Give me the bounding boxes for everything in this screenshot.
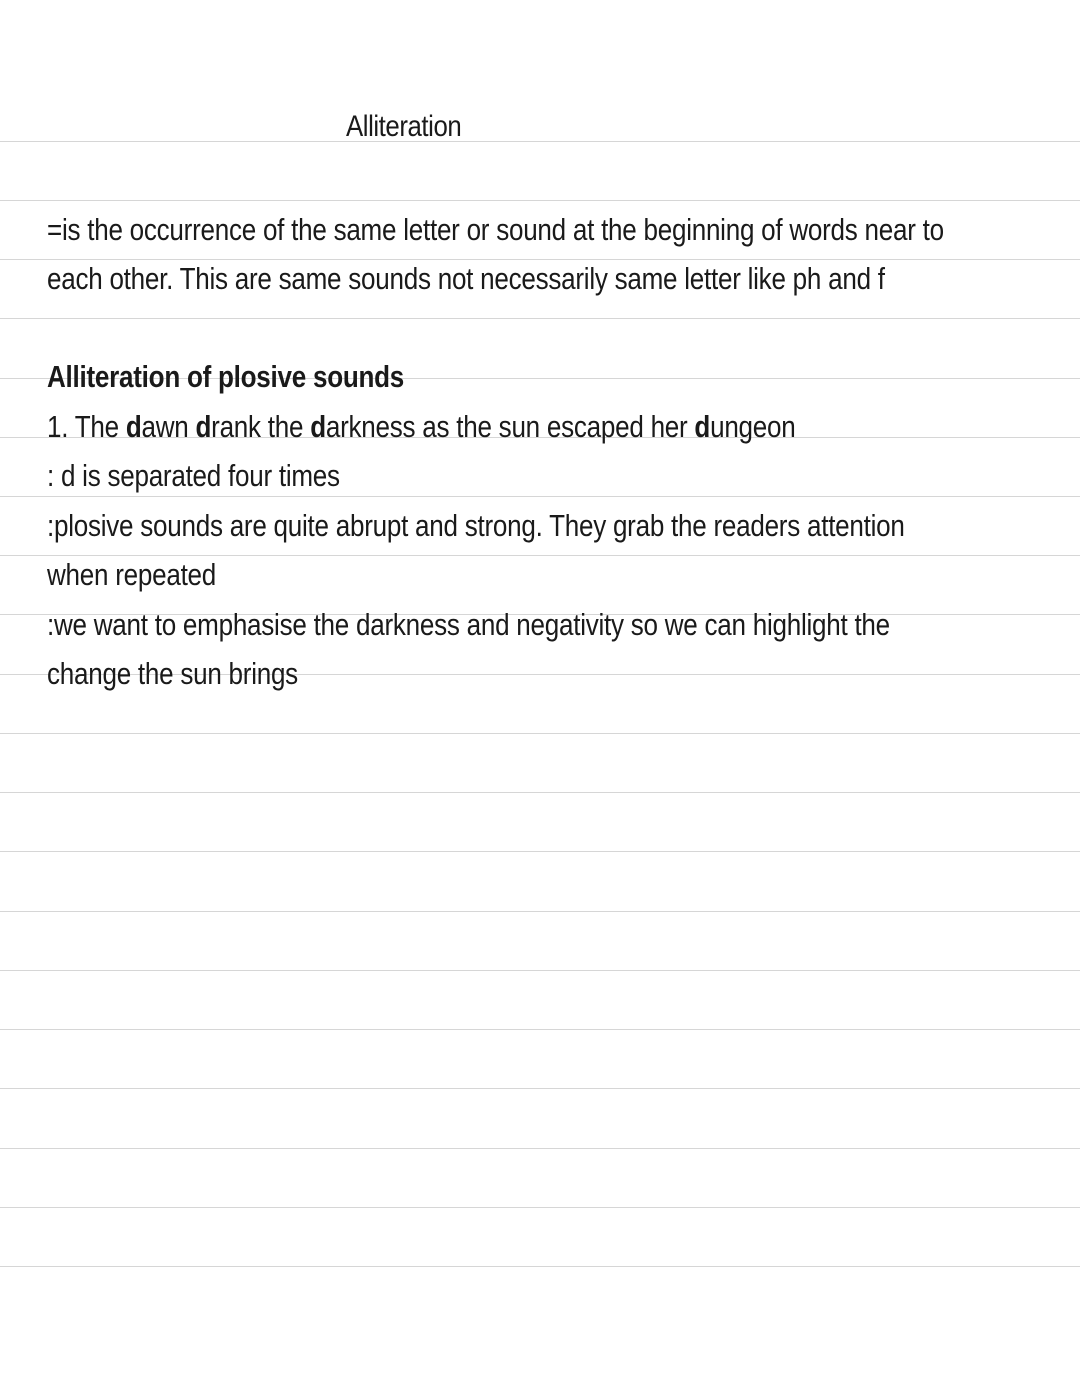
note-line: :we want to emphasise the darkness and negativity so we can highlight the (47, 607, 890, 642)
ruled-line (0, 851, 1080, 852)
page-title: Alliteration (346, 110, 462, 143)
alliteration-letter: d (310, 409, 326, 444)
definition-line-1: =is the occurrence of the same letter or sound at the beginning of words near to (47, 212, 944, 247)
alliteration-letter: d (195, 409, 212, 444)
definition-line-2: each other. This are same sounds not necessarily same letter like ph and f (47, 261, 885, 296)
note-line: : d is separated four times (47, 458, 340, 493)
ruled-line (0, 970, 1080, 971)
example-prefix: 1. The (47, 409, 126, 444)
alliteration-letter: d (125, 409, 142, 444)
ruled-line (0, 1148, 1080, 1149)
word-remainder: awn (141, 409, 196, 444)
alliteration-letter: d (694, 409, 711, 444)
ruled-line (0, 733, 1080, 734)
word-remainder: ungeon (710, 409, 796, 444)
note-line: change the sun brings (47, 656, 298, 691)
ruled-line (0, 1088, 1080, 1089)
ruled-line (0, 1207, 1080, 1208)
word-remainder: arkness as the sun escaped her (325, 409, 695, 444)
ruled-line (0, 792, 1080, 793)
ruled-line (0, 1029, 1080, 1030)
ruled-line (0, 318, 1080, 319)
word-remainder: rank the (211, 409, 311, 444)
example-sentence (47, 407, 795, 447)
ruled-line (0, 911, 1080, 912)
ruled-line (0, 496, 1080, 497)
note-line: :plosive sounds are quite abrupt and strong. They grab the readers attention (47, 508, 905, 543)
note-line: when repeated (47, 557, 217, 592)
ruled-line (0, 200, 1080, 201)
ruled-line (0, 141, 1080, 142)
section-heading: Alliteration of plosive sounds (47, 359, 405, 394)
ruled-line (0, 1266, 1080, 1267)
